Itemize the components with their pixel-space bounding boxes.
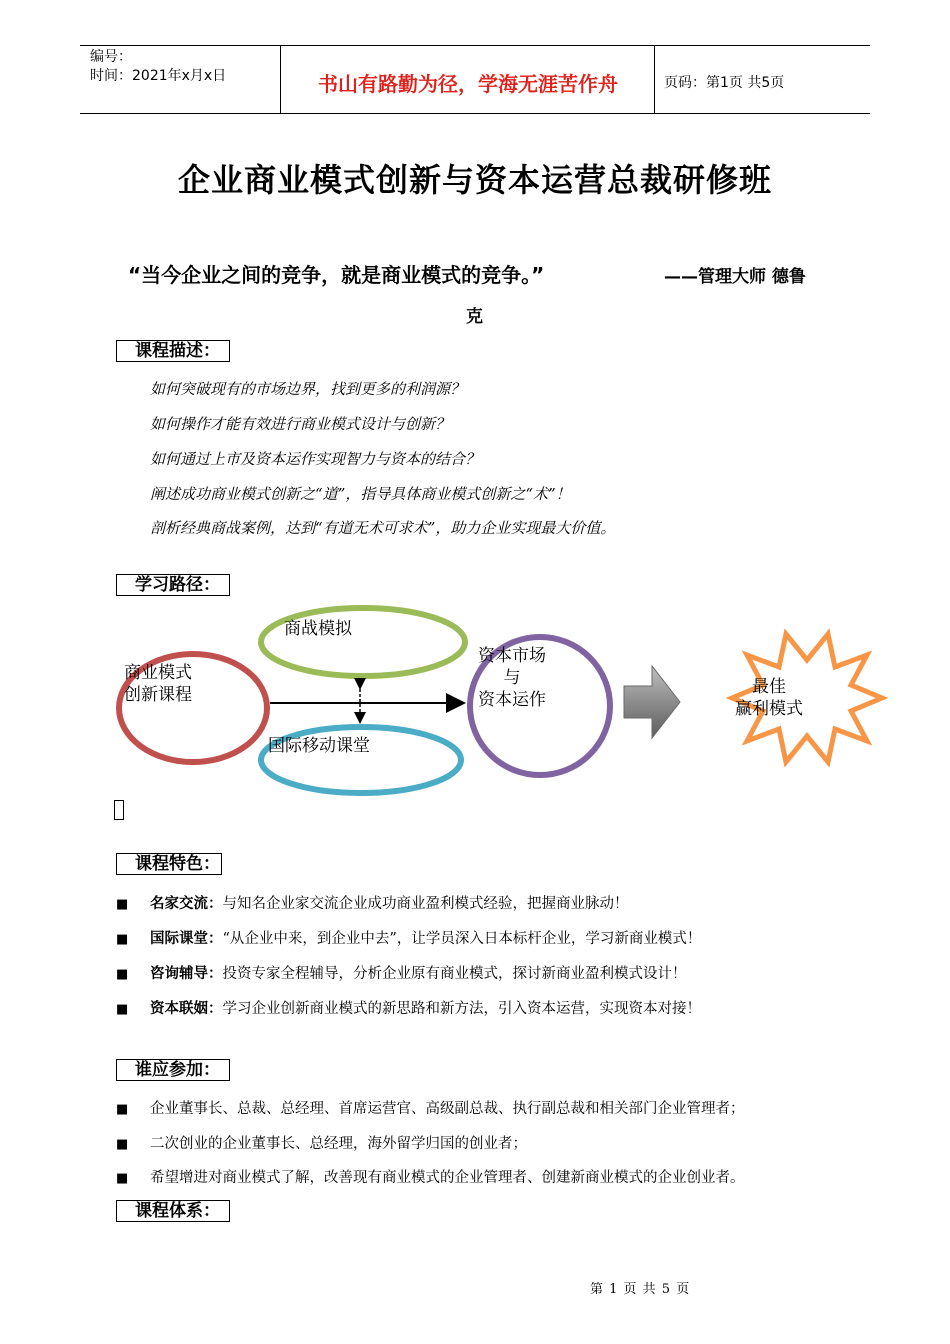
header-bottom-rule — [80, 113, 870, 114]
participant-item: ■ 企业董事长、总裁、总经理、首席运营官、高级副总裁、执行副总裁和相关部门企业管理者； — [116, 1101, 745, 1117]
quote-author-continued: 克 — [466, 307, 483, 327]
time-label: 时间：2021年x月x日 — [90, 68, 227, 84]
bullet-icon: ■ — [116, 967, 129, 982]
bullet-icon: ■ — [116, 1102, 129, 1117]
simulation-label: 商战模拟 — [284, 619, 352, 639]
description-item: 剖析经典商战案例，达到“有道无术可求术”，助力企业实现最大价值。 — [150, 519, 616, 537]
description-item: 如何突破现有的市场边界，找到更多的利润源？ — [150, 380, 466, 398]
quote-text: “当今企业之间的竞争，就是商业模式的竞争。” — [128, 263, 545, 287]
participant-item: ■ 希望增进对商业模式了解，改善现有商业模式的企业管理者、创建新商业模式的企业创业者。 — [116, 1170, 745, 1186]
description-item: 如何通过上市及资本运作实现智力与资本的结合？ — [150, 450, 481, 468]
section-heading-features: 课程特色： — [116, 853, 222, 875]
number-label: 编号： — [90, 49, 132, 65]
feature-item: ■ 国际课堂：“从企业中来，到企业中去”，让学员深入日本标杆企业，学习新商业模式！ — [116, 931, 702, 947]
bullet-icon: ■ — [116, 1002, 129, 1017]
header-motto: 书山有路勤为径，学海无涯苦作舟 — [318, 72, 618, 96]
feature-item: ■ 名家交流：与知名企业家交流企业成功商业盈利模式经验，把握商业脉动！ — [116, 896, 629, 912]
description-item: 阐述成功商业模式创新之“道”，指导具体商业模式创新之“术”！ — [150, 485, 571, 503]
document-title: 企业商业模式创新与资本运营总裁研修班 — [177, 161, 772, 199]
header-divider — [280, 45, 281, 113]
participant-item: ■ 二次创业的企业董事长、总经理，海外留学归国的创业者； — [116, 1136, 527, 1152]
block-arrow-icon — [624, 666, 680, 738]
section-heading-description: 课程描述： — [116, 340, 230, 362]
bullet-icon: ■ — [116, 1171, 129, 1186]
header-top-rule — [80, 45, 870, 46]
header-page-label: 页码：第1页 共5页 — [664, 75, 785, 91]
header-meta — [90, 48, 226, 86]
header-divider — [654, 45, 655, 113]
section-heading-learning-path: 学习路径： — [116, 574, 230, 596]
international-label: 国际移动课堂 — [268, 736, 370, 756]
bullet-icon: ■ — [116, 932, 129, 947]
description-item: 如何操作才能有效进行商业模式设计与创新？ — [150, 415, 451, 433]
section-heading-participants: 谁应参加： — [116, 1059, 230, 1081]
bullet-icon: ■ — [116, 897, 129, 912]
page-footer: 第 1 页 共 5 页 — [590, 1282, 691, 1297]
feature-item: ■ 资本联姻：学习企业创新商业模式的新思路和新方法，引入资本运营，实现资本对接！ — [116, 1001, 701, 1017]
capital-label: 资本市场 与 资本运作 — [478, 646, 546, 710]
section-heading-course-system: 课程体系： — [116, 1200, 230, 1222]
innovation-label: 商业模式 创新课程 — [124, 663, 192, 705]
quote-author: ——管理大师 德鲁 — [664, 267, 806, 287]
placeholder-box-icon — [114, 800, 124, 820]
bullet-icon: ■ — [116, 1137, 129, 1152]
feature-item: ■ 咨询辅导：投资专家全程辅导，分析企业原有商业模式，探讨新商业盈利模式设计！ — [116, 966, 687, 982]
best-model-label: 最佳 赢利模式 — [735, 677, 803, 719]
